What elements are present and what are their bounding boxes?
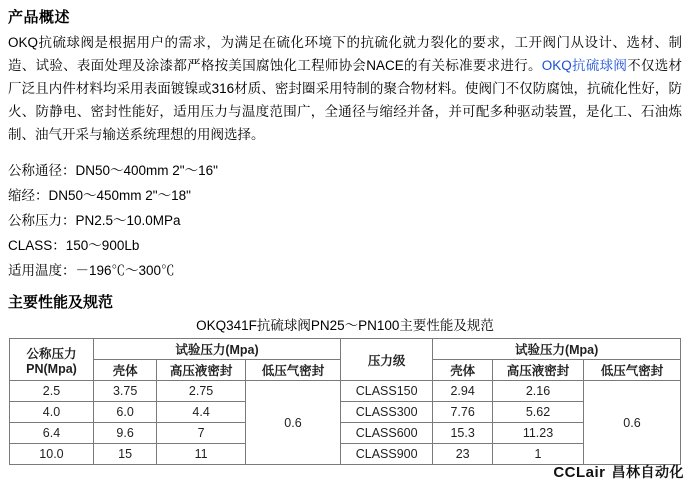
cell-pn-4: 10.0 — [10, 444, 94, 465]
header-test-pressure-left: 试验压力(Mpa) — [93, 339, 340, 360]
cell-shell-right-4: 23 — [433, 444, 493, 465]
cell-shell-left-1: 3.75 — [93, 381, 156, 402]
header-shell-right: 壳体 — [433, 360, 493, 381]
table-row — [10, 402, 681, 423]
table-header-row-1 — [10, 339, 681, 360]
header-nominal-pressure — [10, 339, 94, 381]
overview-text-part-1: OKQ抗硫球阀是根据用户的需求，为满足在硫化环境下的抗硫化就力裂化的要求，工开阀门从设计、选材、制造、试验、表面处理及涂漆都严格按美国腐蚀化工程师协会NACE的有关标准要求进行。 — [8, 35, 682, 73]
spec-item-temperature — [8, 258, 690, 283]
product-link[interactable]: OKQ抗硫球阀 — [541, 58, 628, 73]
header-nominal-pressure-line1: 公称压力 — [26, 346, 77, 361]
spec-value-reduced-bore: DN50～450mm 2"～18" — [48, 188, 191, 203]
header-high-pressure-liquid-left: 高压液密封 — [157, 360, 246, 381]
cell-class-1: CLASS150 — [341, 381, 433, 402]
cell-shell-right-1: 2.94 — [433, 381, 493, 402]
watermark — [553, 462, 684, 482]
page-title: 产品概述 — [8, 9, 71, 26]
cell-class-4: CLASS900 — [341, 444, 433, 465]
cell-shell-left-3: 9.6 — [93, 423, 156, 444]
watermark-brand: CCLair — [553, 464, 606, 481]
cell-class-2: CLASS300 — [341, 402, 433, 423]
cell-pn-3: 6.4 — [10, 423, 94, 444]
cell-pn-2: 4.0 — [10, 402, 94, 423]
spec-label-nominal-pressure: 公称压力： — [8, 213, 76, 228]
header-low-pressure-gas-right: 低压气密封 — [584, 360, 681, 381]
cell-low-pressure-left: 0.6 — [245, 381, 340, 465]
cell-shell-right-3: 15.3 — [433, 423, 493, 444]
spec-label-nominal-diameter: 公称通径： — [8, 163, 76, 178]
cell-shell-right-2: 7.76 — [433, 402, 493, 423]
cell-hp-left-1: 2.75 — [157, 381, 246, 402]
cell-hp-right-4: 1 — [493, 444, 584, 465]
header-nominal-pressure-line2: PN(Mpa) — [26, 361, 77, 376]
cell-hp-right-2: 5.62 — [493, 402, 584, 423]
header-pressure-class: 压力级 — [341, 339, 433, 381]
cell-shell-left-2: 6.0 — [93, 402, 156, 423]
performance-table — [9, 338, 681, 465]
spec-value-nominal-diameter: DN50～400mm 2"～16" — [75, 163, 218, 178]
cell-low-pressure-right: 0.6 — [584, 381, 681, 465]
spec-item-class — [8, 233, 690, 258]
cell-hp-right-3: 11.23 — [493, 423, 584, 444]
spec-value-temperature: －196℃～300℃ — [75, 263, 175, 278]
cell-hp-left-3: 7 — [157, 423, 246, 444]
spec-value-nominal-pressure: PN2.5～10.0MPa — [75, 213, 181, 228]
document-page — [0, 6, 690, 484]
header-high-pressure-liquid-right: 高压液密封 — [493, 360, 584, 381]
spec-item-reduced-bore — [8, 183, 690, 208]
spec-value-class: 150～900Lb — [65, 238, 140, 253]
spec-label-class: CLASS： — [8, 238, 66, 253]
table-row — [10, 423, 681, 444]
performance-section-title: 主要性能及规范 — [8, 294, 114, 311]
cell-shell-left-4: 15 — [93, 444, 156, 465]
overview-text-part-2: 不仅选材厂泛且内件材料均采用表面镀镍或316材质、密封圈采用特制的聚合物材料。使阀门不仅防腐蚀，抗硫化性好，防火、防静电、密封性能好，适用压力与温度范围广，全通径与缩经并备，并可配多种驱动装置，是化工、石油炼制、油气开采与输送系统理想的用阀选择。 — [8, 58, 683, 142]
table-caption: OKQ341F抗硫球阀PN25～PN100主要性能及规范 — [196, 318, 494, 333]
cell-hp-right-1: 2.16 — [493, 381, 584, 402]
spec-item-nominal-pressure — [8, 208, 690, 233]
table-row — [10, 381, 681, 402]
header-shell-left: 壳体 — [93, 360, 156, 381]
cell-hp-left-4: 11 — [157, 444, 246, 465]
cell-pn-1: 2.5 — [10, 381, 94, 402]
spec-list — [8, 158, 690, 283]
overview-paragraph — [8, 31, 682, 146]
cell-hp-left-2: 4.4 — [157, 402, 246, 423]
spec-item-nominal-diameter — [8, 158, 690, 183]
spec-label-temperature: 适用温度： — [8, 263, 76, 278]
cell-class-3: CLASS600 — [341, 423, 433, 444]
spec-label-reduced-bore: 缩经： — [8, 188, 49, 203]
header-low-pressure-gas-left: 低压气密封 — [245, 360, 340, 381]
watermark-subtitle: 昌林自动化 — [611, 464, 684, 480]
header-test-pressure-right: 试验压力(Mpa) — [433, 339, 681, 360]
